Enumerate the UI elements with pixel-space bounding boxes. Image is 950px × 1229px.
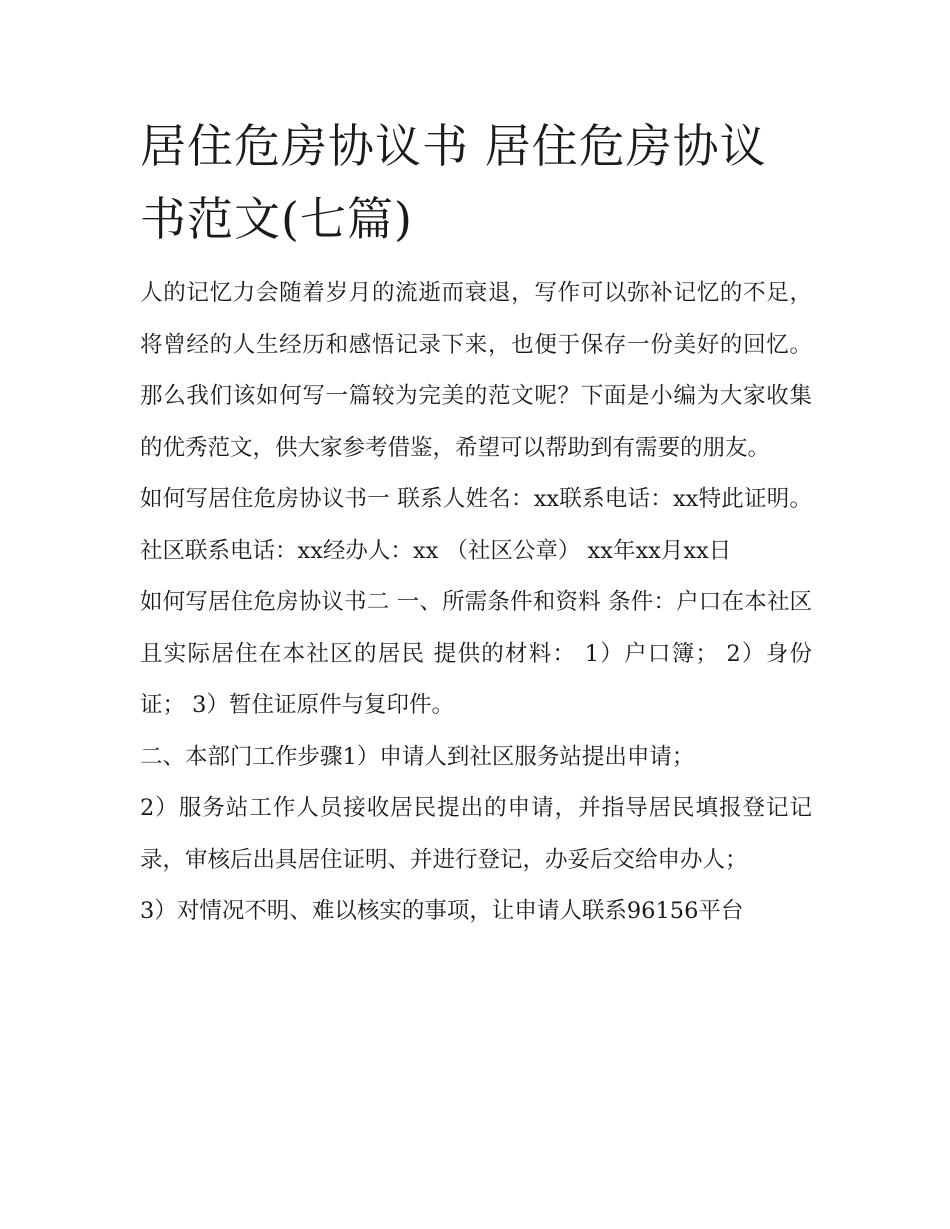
paragraph-step-three: 3）对情况不明、难以核实的事项，让申请人联系96156平台 (140, 898, 744, 924)
paragraph-intro: 人的记忆力会随着岁月的流逝而衰退，写作可以弥补记忆的不足，将曾经的人生经历和感悟记录下来，也便于保存一份美好的回忆。那么我们该如何写一篇较为完美的范文呢？下面是小编为大家收集的优秀范文，供大家参考借鉴，希望可以帮助到有需要的朋友。 (140, 280, 812, 461)
paragraph-section-one: 如何写居住危房协议书一 联系人姓名：xx联系电话：xx特此证明。 社区联系电话：xx经办人：xx （社区公章） xx年xx月xx日 (140, 486, 812, 564)
document-page (140, 110, 812, 938)
paragraph-step-two: 2）服务站工作人员接收居民提出的申请，并指导居民填报登记记录，审核后出具居住证明、并进行登记，办妥后交给申办人； (140, 795, 812, 873)
document-title: 居住危房协议书 居住危房协议书范文(七篇) (140, 119, 767, 246)
paragraph-section-two: 如何写居住危房协议书二 一、所需条件和资料 条件：户口在本社区且实际居住在本社区的居民 提供的材料： 1）户口簿； 2）身份证； 3）暂住证原件与复印件。 (140, 589, 812, 718)
paragraph-step-one: 二、本部门工作步骤1）申请人到社区服务站提出申请； (140, 743, 695, 770)
